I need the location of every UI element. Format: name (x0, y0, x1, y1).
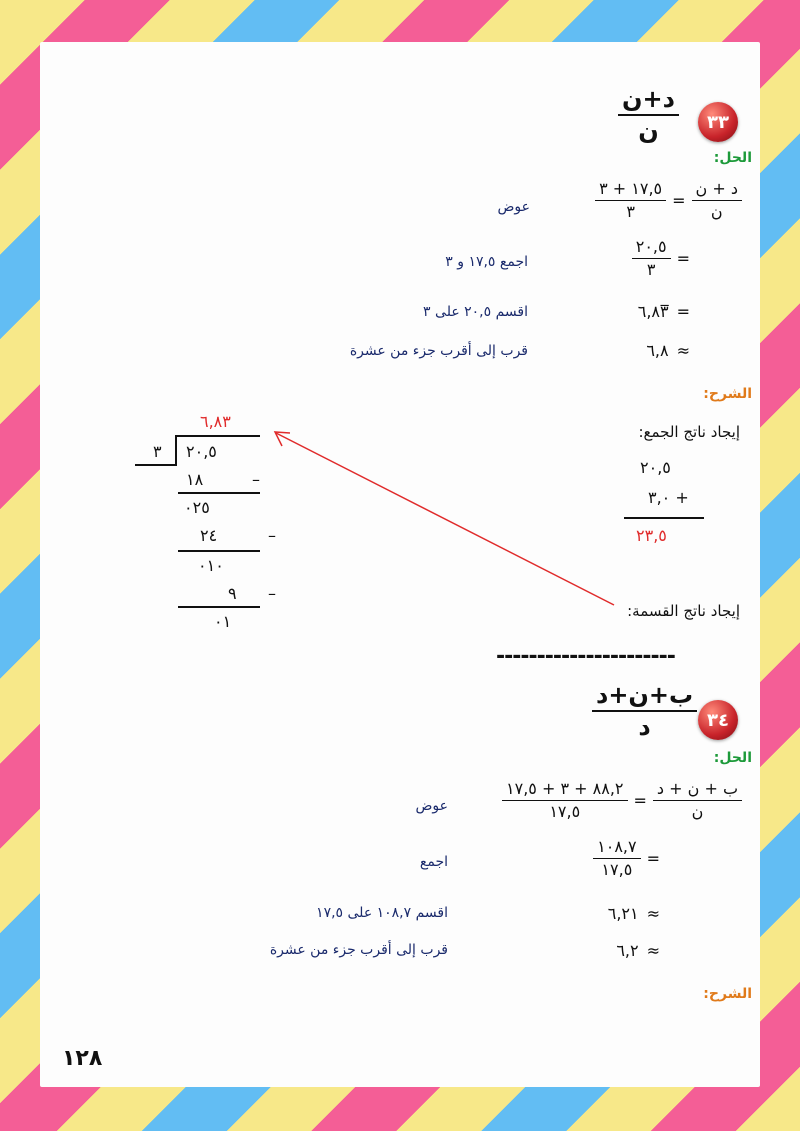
problem-33-step-1-note: عوض (497, 199, 530, 215)
addition-title: إيجاد ناتج الجمع: (638, 423, 740, 441)
problem-34-step-3-note: اقسم ١٠٨,٧ على ١٧,٥ (316, 905, 448, 921)
minus-sign: – (268, 584, 276, 603)
step-rhs-den: ١٧,٥ (549, 801, 581, 821)
problem-33-explanation-heading: الشرح: (703, 386, 752, 402)
division-row: ٠٢٥ (184, 498, 210, 517)
problem-34-badge (698, 700, 738, 740)
problem-33-step-2-note: اجمع ١٧,٥ و ٣ (445, 254, 528, 270)
problem-33-step-4-note: قرب إلى أقرب جزء من عشرة (349, 343, 528, 359)
division-title: إيجاد ناتج القسمة: (627, 602, 740, 620)
problem-33-expr-den: ن (638, 117, 659, 146)
approx-sign: ≈ (646, 904, 660, 923)
step-rhs-den: ٣ (626, 201, 635, 221)
step-lhs-den: ن (691, 801, 704, 821)
division-quotient: ٦,٨٣ (200, 412, 231, 431)
page-number: ١٢٨ (62, 1046, 103, 1071)
step-lhs-num: د + ن (692, 180, 742, 201)
addition-result: ٢٣,٥ (636, 526, 667, 545)
problem-34-step-1 (502, 780, 742, 820)
problem-34-step-1-note: عوض (415, 798, 448, 814)
problem-34-number: ٣٤ (707, 709, 729, 731)
approx-sign: ≈ (676, 341, 690, 360)
division-row: ٢٤ (200, 526, 218, 545)
step-rhs-value: ٦,٢ (616, 941, 639, 960)
step-rhs-value: ٦,٨ (646, 341, 669, 360)
problem-33-expr-num: د+ن (618, 86, 679, 116)
division-divisor: ٣ (153, 442, 162, 461)
problem-34-explanation-heading: الشرح: (703, 986, 752, 1002)
minus-sign: – (252, 470, 260, 489)
step-rhs-num: ١٠٨,٧ (593, 838, 640, 859)
addition-operand-b: + ٣,٠ (648, 488, 689, 507)
step-rhs-num: ٢٠,٥ (632, 238, 671, 259)
problem-34-step-4-note: قرب إلى أقرب جزء من عشرة (269, 942, 448, 958)
problem-34-expr-num: ب+ن+د (592, 682, 697, 712)
equals-sign: = (676, 302, 690, 321)
problem-34-solution-heading: الحل: (713, 750, 752, 766)
problem-34-expr-den: د (638, 713, 651, 742)
problem-34-step-3 (608, 904, 660, 923)
step-rhs-num: ٨٨,٢ + ٣ + ١٧,٥ (502, 780, 628, 801)
addition-operand-a: ٢٠,٥ (640, 458, 671, 477)
step-rhs-den: ١٧,٥ (601, 859, 633, 879)
step-rhs-den: ٣ (646, 259, 656, 279)
equals-sign: = (633, 790, 647, 810)
problem-33-step-3-note: اقسم ٢٠,٥ على ٣ (423, 304, 528, 320)
section-divider: ---------------------- (496, 644, 675, 669)
equals-sign: = (646, 848, 660, 868)
step-lhs-den: ن (710, 201, 723, 221)
minus-sign: – (268, 526, 276, 545)
division-row: ٠١٠ (198, 556, 224, 575)
problem-33-number: ٣٣ (707, 111, 729, 133)
step-rhs-value: ٦,٨٣̅ (637, 302, 669, 321)
problem-33-solution-heading: الحل: (713, 150, 752, 166)
problem-34-step-2-note: اجمع (419, 854, 448, 870)
problem-34-expression (592, 682, 697, 741)
problem-34-step-4 (616, 941, 660, 960)
equals-sign: = (672, 190, 686, 210)
division-row: ٩ (228, 584, 237, 603)
problem-34-step-2 (593, 838, 660, 878)
equals-sign: = (676, 248, 690, 268)
division-row: ١٨ (186, 470, 204, 489)
step-lhs-num: ب + ن + د (653, 780, 742, 801)
division-dividend: ٢٠,٥ (186, 442, 217, 461)
step-rhs-value: ٦,٢١ (607, 904, 639, 923)
step-rhs-num: ١٧,٥ + ٣ (595, 180, 666, 201)
division-row: ٠١ (214, 612, 232, 631)
approx-sign: ≈ (646, 941, 660, 960)
